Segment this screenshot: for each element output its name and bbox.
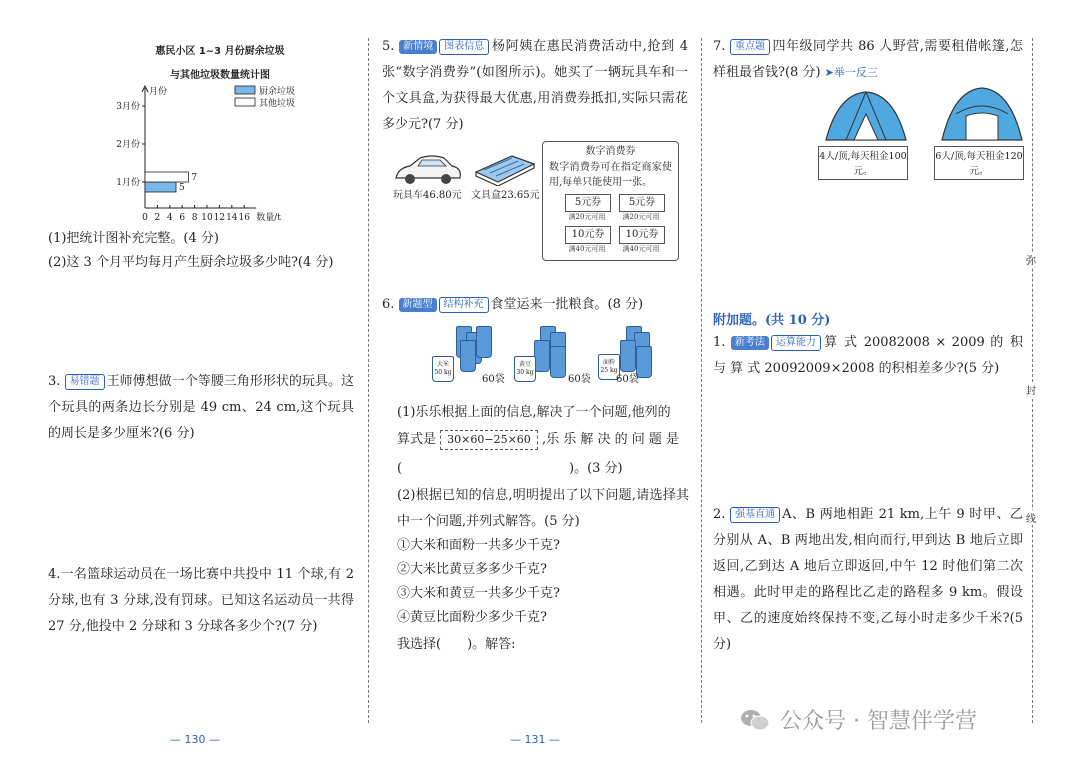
soybean-count: 60袋 <box>568 374 591 385</box>
tent-large-image <box>936 84 1026 144</box>
coupon-condition: 满40元可用 <box>622 245 660 253</box>
flour-count: 60袋 <box>616 374 639 385</box>
legend-label: 厨余垃圾 <box>259 87 296 97</box>
y-tick-label: 1月份 <box>116 178 140 188</box>
question-text: A、B 两地相距 21 km,上午 9 时甲、乙分别从 A、B 两地出发,相向而行,甲到达 B 地后立即返回,乙到达 A 地后立即返回,中午 12 时他们第二次相遇。此时甲走的路程比乙走的路程多 9 km。假设甲、乙的速度始终保持不变,乙每小时走多少千米?(5 分) <box>713 507 1023 652</box>
legend-label: 其他垃圾 <box>259 99 296 109</box>
coupon-card <box>542 141 679 261</box>
question-tag: 强基直通 <box>730 507 780 523</box>
question-number: 4. <box>48 567 61 582</box>
bar-value-label: 7 <box>191 173 198 183</box>
question-tag: 结构补充 <box>439 297 489 313</box>
coupon-condition: 满20元可用 <box>622 213 660 221</box>
x-tick-label: 8 <box>191 213 198 223</box>
coupon-title: 数字消费券 <box>585 146 636 157</box>
option-1: ①大米和面粉一共多少千克? <box>397 538 560 553</box>
question-1-1: (1)把统计图补充完整。(4 分) <box>48 231 219 246</box>
question-text: 四年级同学共 86 人野营,需要租借帐篷,怎样租最省钱?(8 分) <box>713 39 1023 80</box>
question-text: 一名篮球运动员在一场比赛中共投中 11 个球,有 2 分球,也有 3 分球,没有罚球。已知这名运动员一共得 27 分,他投中 2 分球和 3 分球各多少个?(7 分) <box>48 567 354 634</box>
x-tick-label: 10 <box>201 213 213 223</box>
bonus-question-2 <box>713 502 1023 658</box>
question-tag: 重点题 <box>730 39 770 55</box>
bonus-heading: 附加题。(共 10 分) <box>713 313 831 328</box>
chart-title <box>120 40 320 88</box>
question-7 <box>713 34 1023 86</box>
question-number: 3. <box>48 374 61 389</box>
question-number: 2. <box>713 507 726 522</box>
wechat-icon <box>740 708 770 732</box>
legend-swatch <box>235 98 255 106</box>
bonus-question-1 <box>713 330 1023 382</box>
column-divider <box>701 38 702 723</box>
question-number: 1. <box>713 335 726 350</box>
coupon-10-a: 10元券 <box>565 226 611 244</box>
soybean-sack-label: 黄豆 30 kg <box>514 356 536 382</box>
question-5 <box>382 34 688 138</box>
x-tick-label: 4 <box>166 213 173 223</box>
legend-swatch <box>235 86 255 94</box>
x-tick-label: 12 <box>213 213 226 223</box>
y-tick-label: 3月份 <box>116 102 140 112</box>
x-tick-label: 2 <box>154 213 161 223</box>
toy-car-price: 玩具车46.80元 <box>393 190 462 201</box>
watermark-text: 公众号 · 智慧伴学营 <box>780 709 977 734</box>
x-tick-label: 16 <box>238 213 250 223</box>
margin-char: 线 <box>1026 510 1036 525</box>
bar-kitchen <box>145 182 176 192</box>
question-number: 6. <box>382 297 395 312</box>
question-tag: 运算能力 <box>771 335 821 351</box>
x-tick-label: 0 <box>142 213 148 223</box>
y-axis-label: 月份 <box>149 87 168 97</box>
question-3 <box>48 369 354 447</box>
option-3: ③大米和黄豆一共多少千克? <box>397 586 560 601</box>
page-number: — 131 — <box>510 733 560 746</box>
margin-char: 弥 <box>1026 252 1036 267</box>
margin-char: 封 <box>1026 382 1036 397</box>
coupon-5-a: 5元券 <box>565 194 611 212</box>
formula-box: 30×60−25×60 <box>440 430 538 450</box>
question-1-2: (2)这 3 个月平均每月产生厨余垃圾多少吨?(4 分) <box>48 255 334 270</box>
column-divider <box>368 38 369 723</box>
tent-small-price: 4人/顶,每天租金100元。 <box>818 146 908 180</box>
coupon-description: 数字消费券可在指定商家使用,每单只能使用一张。 <box>549 162 672 188</box>
question-number: 5. <box>382 39 395 54</box>
pencil-box-price: 文具盒23.65元 <box>471 190 540 201</box>
question-text: 算 式 20082008 × 2009 的 积 与 算 式 20092009×2008 的积相差多少?(5 分) <box>713 335 1023 376</box>
question-text: 食堂运来一批粮食。(8 分) <box>490 297 644 312</box>
bar-chart <box>95 82 325 227</box>
question-tag: 新情境 <box>399 40 437 54</box>
y-tick-label: 2月份 <box>116 140 140 150</box>
question-text: 杨阿姨在惠民消费活动中,抢到 4 张“数字消费券”(如图所示)。她买了一辆玩具车和一个文具盒,为获得最大优惠,用消费券抵扣,实际只需花多少元?(7 分) <box>382 39 688 132</box>
chart-title-line-2: 与其他垃圾数量统计图 <box>170 70 270 81</box>
question-tag: 新考法 <box>731 336 769 350</box>
question-6-1-line1: (1)乐乐根据上面的信息,解决了一个问题,他列的 <box>397 405 671 420</box>
question-6-2: (2)根据已知的信息,明明提出了以下问题,请选择其中一个问题,并列式解答。(5 分) <box>397 488 689 529</box>
pencil-box-image <box>472 152 538 186</box>
coupon-5-b: 5元券 <box>619 194 665 212</box>
option-2: ②大米比黄豆多多少千克? <box>397 562 547 577</box>
flour-sack-label: 面粉 25 kg <box>598 354 620 380</box>
grain-sacks <box>430 322 690 392</box>
choice-prompt: 我选择( )。解答: <box>397 637 516 652</box>
rice-sack-label: 大米 50 kg <box>432 356 454 382</box>
x-tick-label: 6 <box>179 213 186 223</box>
tent-small-image <box>818 88 912 144</box>
answer-blank-line: ( )。(3 分) <box>397 461 623 476</box>
coupon-condition: 满40元可用 <box>568 245 606 253</box>
x-axis-label: 数量/t <box>256 213 281 223</box>
option-4: ④黄豆比面粉少多少千克? <box>397 610 547 625</box>
question-text: 王师傅想做一个等腰三角形形状的玩具。这个玩具的两条边长分别是 49 cm、24 cm,这个玩具的周长是多少厘米?(6 分) <box>48 374 354 441</box>
tent-large-price: 6人/顶,每天租金120元。 <box>934 146 1024 180</box>
question-tag: 易错题 <box>65 374 105 390</box>
watermark <box>740 704 977 735</box>
question-4 <box>48 562 354 640</box>
question-6-1-line2: 算式是 30×60−25×60 ,乐 乐 解 决 的 问 题 是 <box>397 427 687 453</box>
question-number: 7. <box>713 39 726 54</box>
question-tag: 新题型 <box>399 298 437 312</box>
binding-line <box>1032 38 1033 723</box>
coupon-10-b: 10元券 <box>619 226 665 244</box>
rice-count: 60袋 <box>482 374 505 385</box>
coupon-condition: 满20元可用 <box>568 213 606 221</box>
page-number: — 130 — <box>170 733 220 746</box>
question-tag: 图表信息 <box>439 39 489 55</box>
chart-title-line-1: 惠民小区 1~3 月份厨余垃圾 <box>155 46 285 57</box>
toy-car-image <box>392 152 464 188</box>
x-tick-label: 14 <box>226 213 238 223</box>
practice-link[interactable]: ➤举一反三 <box>824 66 878 79</box>
bar-value-label: 5 <box>179 183 185 193</box>
bar-other <box>145 172 188 182</box>
question-6 <box>382 292 688 318</box>
